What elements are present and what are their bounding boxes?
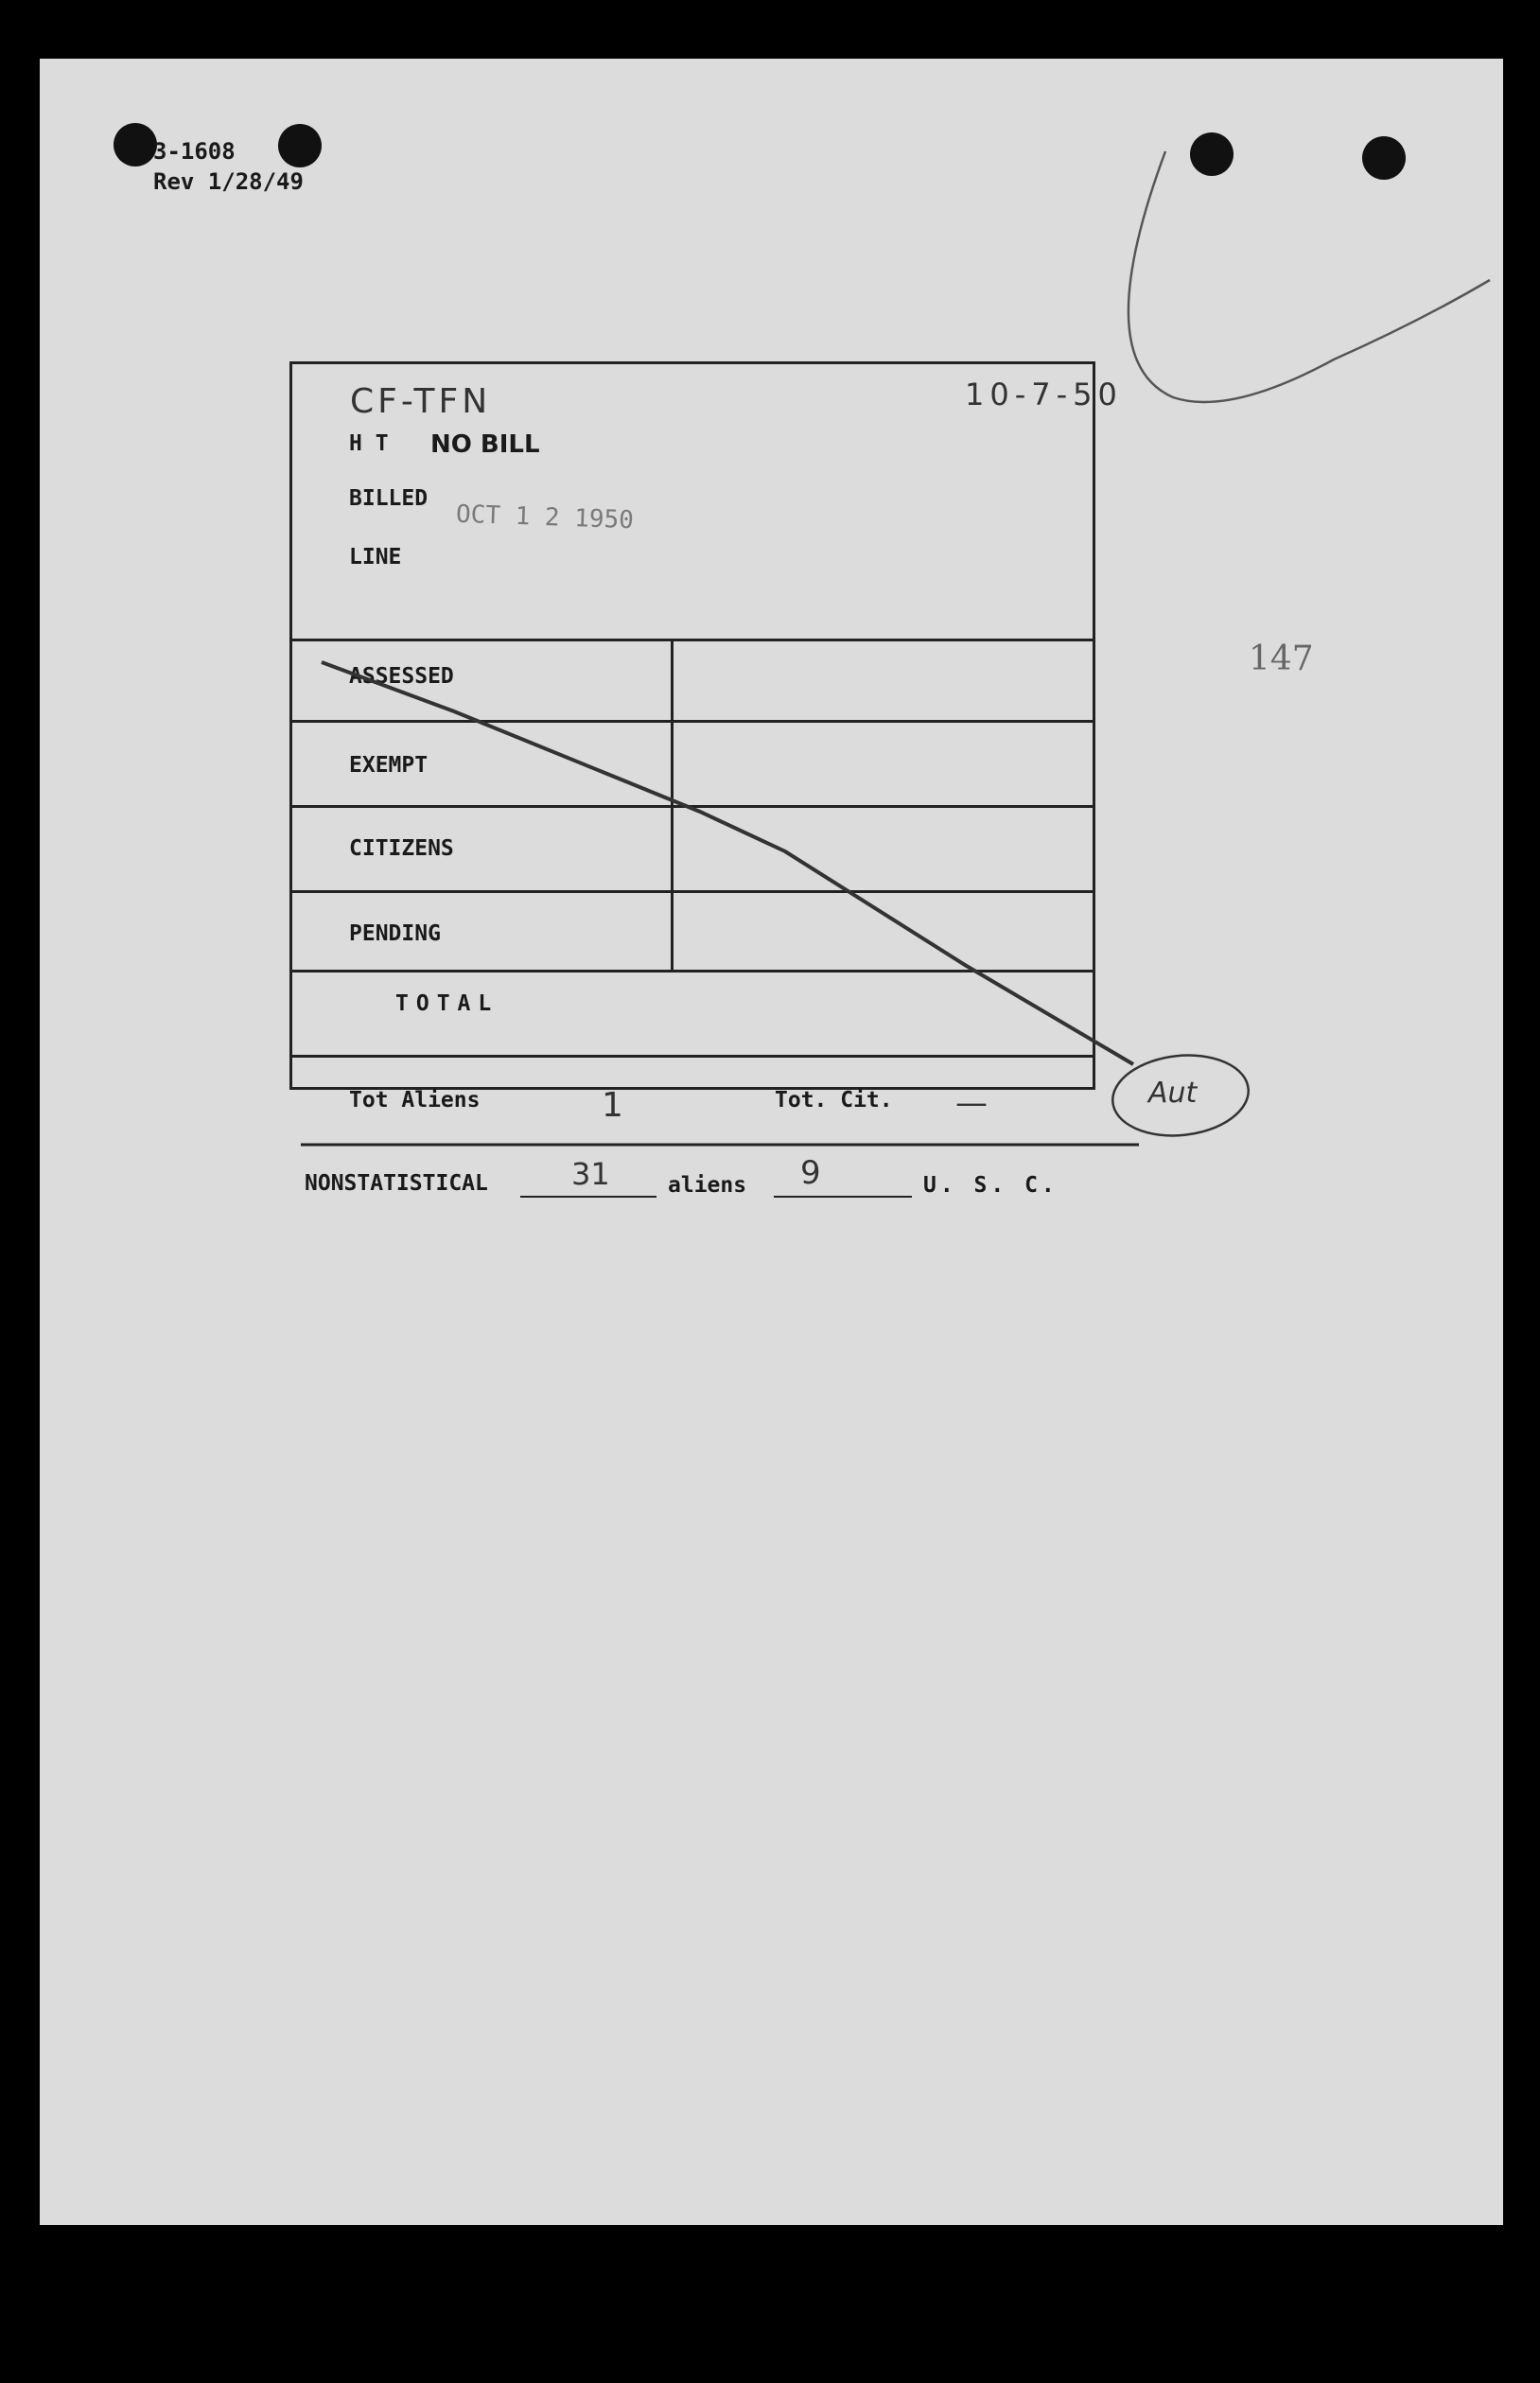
nonstatistical-value: 31 xyxy=(571,1156,610,1192)
no-bill-stamp: NO BILL xyxy=(430,430,540,459)
tot-cit-value: — xyxy=(955,1084,988,1122)
form-revision: Rev 1/28/49 xyxy=(153,168,304,195)
tot-cit-label: Tot. Cit. xyxy=(775,1088,893,1113)
handwritten-date: 10-7-50 xyxy=(965,377,1123,412)
pending-label: PENDING xyxy=(349,921,441,946)
ht-label: H T xyxy=(349,431,389,456)
tot-aliens-value: 1 xyxy=(602,1086,623,1125)
aliens-value: 9 xyxy=(800,1154,821,1192)
handwritten-file-code: CF-TFN xyxy=(350,382,492,421)
assessed-label: ASSESSED xyxy=(349,664,454,689)
aliens-label: aliens xyxy=(668,1173,747,1198)
line-label: LINE xyxy=(349,545,402,569)
side-number: 147 xyxy=(1249,640,1314,678)
total-label: TOTAL xyxy=(395,991,499,1016)
nonstatistical-label: NONSTATISTICAL xyxy=(305,1171,488,1196)
billed-label: BILLED xyxy=(349,486,429,511)
form-number: 3-1608 xyxy=(153,138,236,165)
billed-date-stamp: OCT 1 2 1950 xyxy=(455,499,635,535)
tot-aliens-label: Tot Aliens xyxy=(349,1088,481,1113)
usc-label: U. S. C. xyxy=(923,1173,1059,1198)
citizens-label: CITIZENS xyxy=(349,836,454,861)
initials-annotation: Aut xyxy=(1148,1077,1198,1110)
exempt-label: EXEMPT xyxy=(349,753,429,778)
